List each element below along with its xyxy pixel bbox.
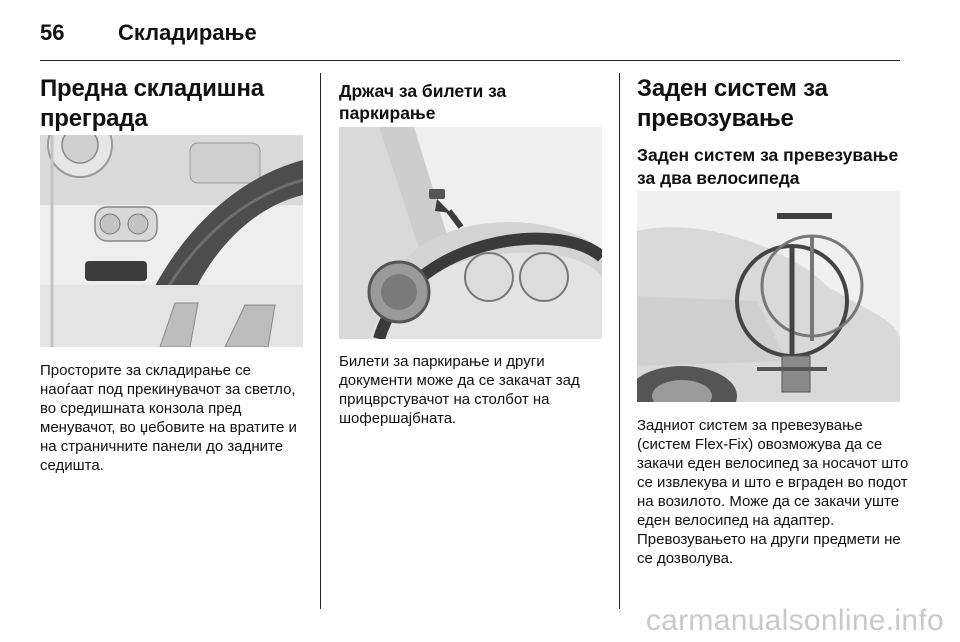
body-text: Задниот систем за превезување (систем Flex-Fix) овозможува да се закачи еден велосипед за носачот што се извлекува и што е вграден во подот на возилото. Може да се закачи уште еден велосипед на адаптер. Превозувањето на други предмети не се дозволува. [637, 417, 909, 567]
page-number: 56 [40, 20, 65, 45]
figure-ticket-holder [339, 127, 602, 339]
figure-bike-carrier [637, 191, 900, 402]
column-divider-2 [619, 73, 620, 609]
section-rear-carrier [637, 74, 907, 190]
col1-body [40, 361, 305, 475]
col2-body [339, 352, 604, 428]
header-rule [40, 60, 900, 61]
figure-dashboard-storage [40, 135, 303, 347]
section-title: Држач за билети за паркирање [339, 81, 507, 123]
watermark: carmanualsonline.info [645, 604, 944, 637]
section-ticket-holder [339, 80, 601, 124]
section-title: Предна складишна преграда [40, 75, 264, 132]
column-divider-1 [320, 73, 321, 609]
section-subtitle: Заден систем за превезување за два велосипеда [637, 145, 899, 188]
body-text: Билети за паркирање и други документи може да се закачат зад прицврстувачот на столбот на шофершајбната. [339, 353, 580, 427]
body-text: Просторите за складирање се наоѓаат под прекинувачот за светло, во средишната конзола пред менувачот, во џебовите на вратите и на страничните панели до задните седишта. [40, 362, 297, 474]
section-front-storage [40, 74, 304, 134]
section-title: Заден систем за превозување [637, 75, 828, 132]
running-head: Складирање [118, 20, 257, 45]
col3-body [637, 416, 912, 568]
